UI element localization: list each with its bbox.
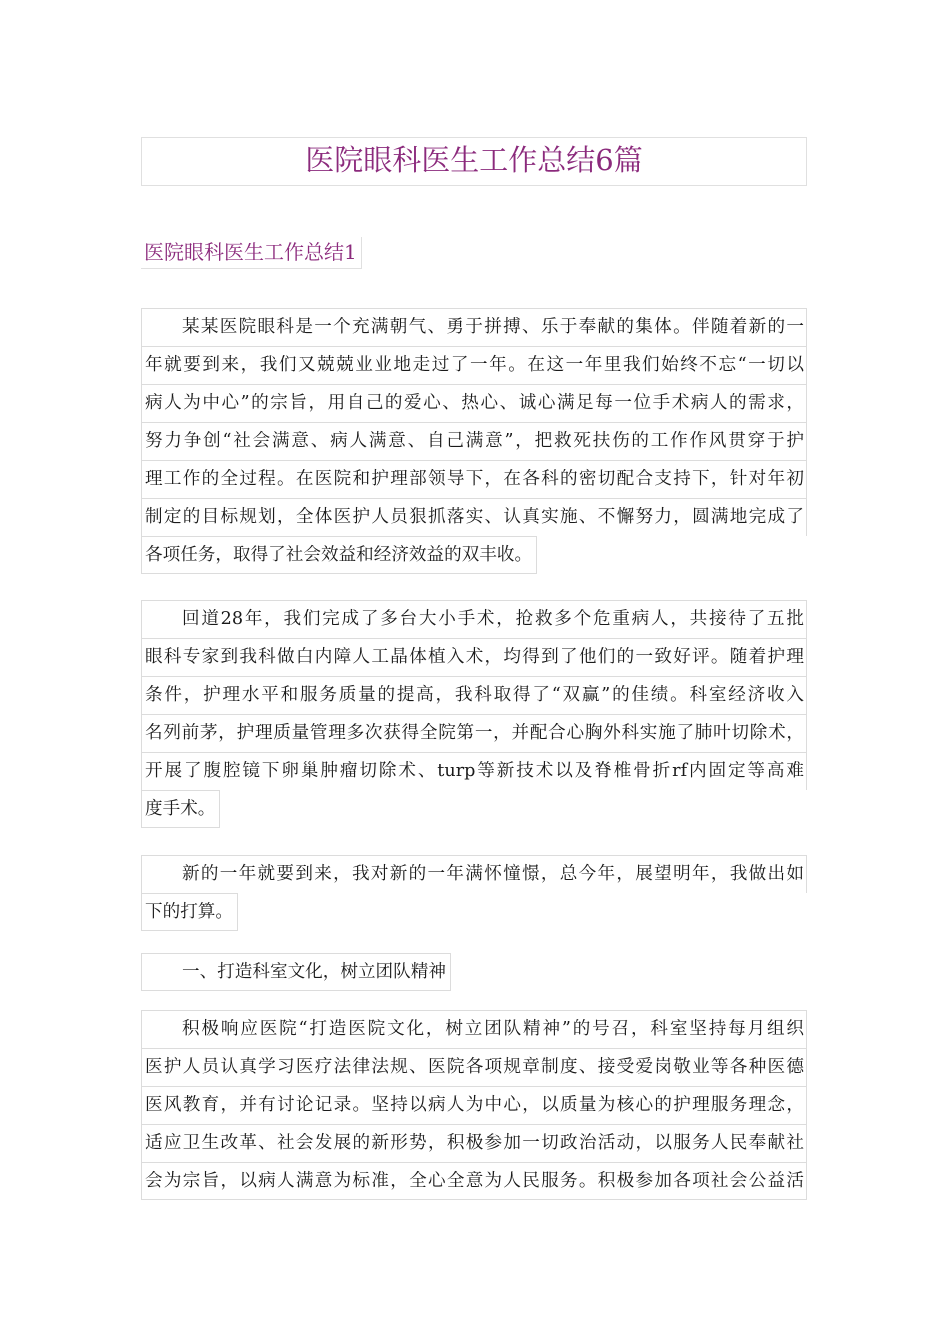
paragraph-1	[141, 308, 807, 578]
section-heading: 医院眼科医生工作总结1	[141, 237, 362, 269]
paragraph-line: 回道28年，我们完成了多台大小手术，抢救多个危重病人，共接待了五批	[141, 600, 807, 638]
paragraph-line: 病人为中心”的宗旨，用自己的爱心、热心、诚心满足每一位手术病人的需求，	[141, 384, 807, 422]
paragraph-2	[141, 600, 807, 832]
paragraph-line: 眼科专家到我科做白内障人工晶体植入术，均得到了他们的一致好评。随着护理	[141, 638, 807, 676]
paragraph-line: 年就要到来，我们又兢兢业业地走过了一年。在这一年里我们始终不忘“一切以	[141, 346, 807, 384]
paragraph-line: 理工作的全过程。在医院和护理部领导下，在各科的密切配合支持下，针对年初	[141, 460, 807, 498]
paragraph-line: 某某医院眼科是一个充满朝气、勇于拼搏、乐于奉献的集体。伴随着新的一	[141, 308, 807, 346]
paragraph-line: 名列前茅，护理质量管理多次获得全院第一，并配合心胸外科实施了肺叶切除术，	[141, 714, 807, 752]
paragraph-line: 医风教育，并有讨论记录。坚持以病人为中心，以质量为核心的护理服务理念，	[141, 1086, 807, 1124]
paragraph-line: 制定的目标规划，全体医护人员狠抓落实、认真实施、不懈努力，圆满地完成了	[141, 498, 807, 536]
paragraph-line: 新的一年就要到来，我对新的一年满怀憧憬，总今年，展望明年，我做出如	[141, 855, 807, 893]
paragraph-line: 下的打算。	[141, 893, 238, 931]
paragraph-line: 开展了腹腔镜下卵巢肿瘤切除术、turp等新技术以及脊椎骨折rf内固定等高难	[141, 752, 807, 790]
paragraph-line: 一、打造科室文化，树立团队精神	[141, 953, 451, 991]
paragraph-5	[141, 1010, 807, 1200]
document-title: 医院眼科医生工作总结6篇	[141, 137, 807, 186]
paragraph-line: 医护人员认真学习医疗法律法规、医院各项规章制度、接受爱岗敬业等各种医德	[141, 1048, 807, 1086]
paragraph-4	[141, 953, 807, 995]
paragraph-line: 度手术。	[141, 790, 220, 828]
paragraph-line: 条件，护理水平和服务质量的提高，我科取得了“双赢”的佳绩。科室经济收入	[141, 676, 807, 714]
paragraph-line: 努力争创“社会满意、病人满意、自己满意”，把救死扶伤的工作作风贯穿于护	[141, 422, 807, 460]
paragraph-line: 会为宗旨，以病人满意为标准，全心全意为人民服务。积极参加各项社会公益活	[141, 1162, 807, 1200]
paragraph-line: 积极响应医院“打造医院文化，树立团队精神”的号召，科室坚持每月组织	[141, 1010, 807, 1048]
paragraph-line: 适应卫生改革、社会发展的新形势，积极参加一切政治活动，以服务人民奉献社	[141, 1124, 807, 1162]
paragraph-3	[141, 855, 807, 935]
paragraph-line: 各项任务，取得了社会效益和经济效益的双丰收。	[141, 536, 537, 574]
